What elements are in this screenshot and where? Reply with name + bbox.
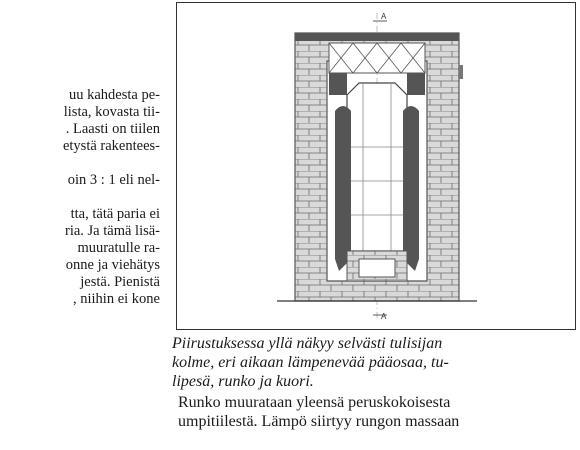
left-text-line: uu kahdesta pe- bbox=[69, 87, 160, 103]
left-text-line: . Laasti on tiilen bbox=[65, 121, 160, 137]
fireplace-drawing-frame bbox=[176, 2, 576, 330]
left-text-column bbox=[0, 0, 160, 450]
left-text-line: jestä. Pienistä bbox=[80, 274, 160, 290]
left-text-line: oin 3 : 1 eli nel- bbox=[67, 172, 160, 188]
left-top-slab bbox=[329, 73, 347, 95]
firebox-outline bbox=[347, 83, 407, 251]
left-text-line: lista, kovasta tii- bbox=[63, 104, 160, 120]
right-top-slab bbox=[407, 73, 425, 95]
left-text-line: muuratulle ra- bbox=[77, 240, 160, 256]
figure-caption bbox=[172, 334, 580, 391]
ash-opening bbox=[359, 259, 395, 277]
section-marker-top: A bbox=[381, 12, 387, 21]
left-text-line: tta, tätä paria ei bbox=[70, 206, 160, 222]
section-marker-bottom: A bbox=[381, 312, 387, 321]
fireplace-section-drawing bbox=[177, 3, 575, 329]
left-text-line: ria. Ja tämä lisä- bbox=[64, 223, 160, 239]
body-line: umpitiilestä. Lämpö siirtyy rungon massaan bbox=[178, 413, 460, 430]
caption-line: lipesä, runko ja kuori. bbox=[172, 373, 314, 390]
top-cap bbox=[295, 33, 459, 41]
upper-chamber bbox=[329, 43, 425, 73]
caption-line: Piirustuksessa yllä näkyy selvästi tulisijan bbox=[172, 335, 443, 352]
left-flue bbox=[335, 106, 351, 271]
body-line: Runko muurataan yleensä peruskokoisesta bbox=[178, 394, 451, 411]
right-flue bbox=[403, 106, 419, 271]
left-text-line: , niihin ei kone bbox=[73, 291, 160, 307]
left-text-line: onne ja viehätys bbox=[65, 257, 160, 273]
left-text-line: etystä rakentees- bbox=[62, 138, 160, 154]
caption-line: kolme, eri aikaan lämpenevää pääosaa, tu- bbox=[172, 354, 449, 371]
damper-marker bbox=[459, 65, 463, 79]
right-body-text bbox=[178, 393, 580, 431]
